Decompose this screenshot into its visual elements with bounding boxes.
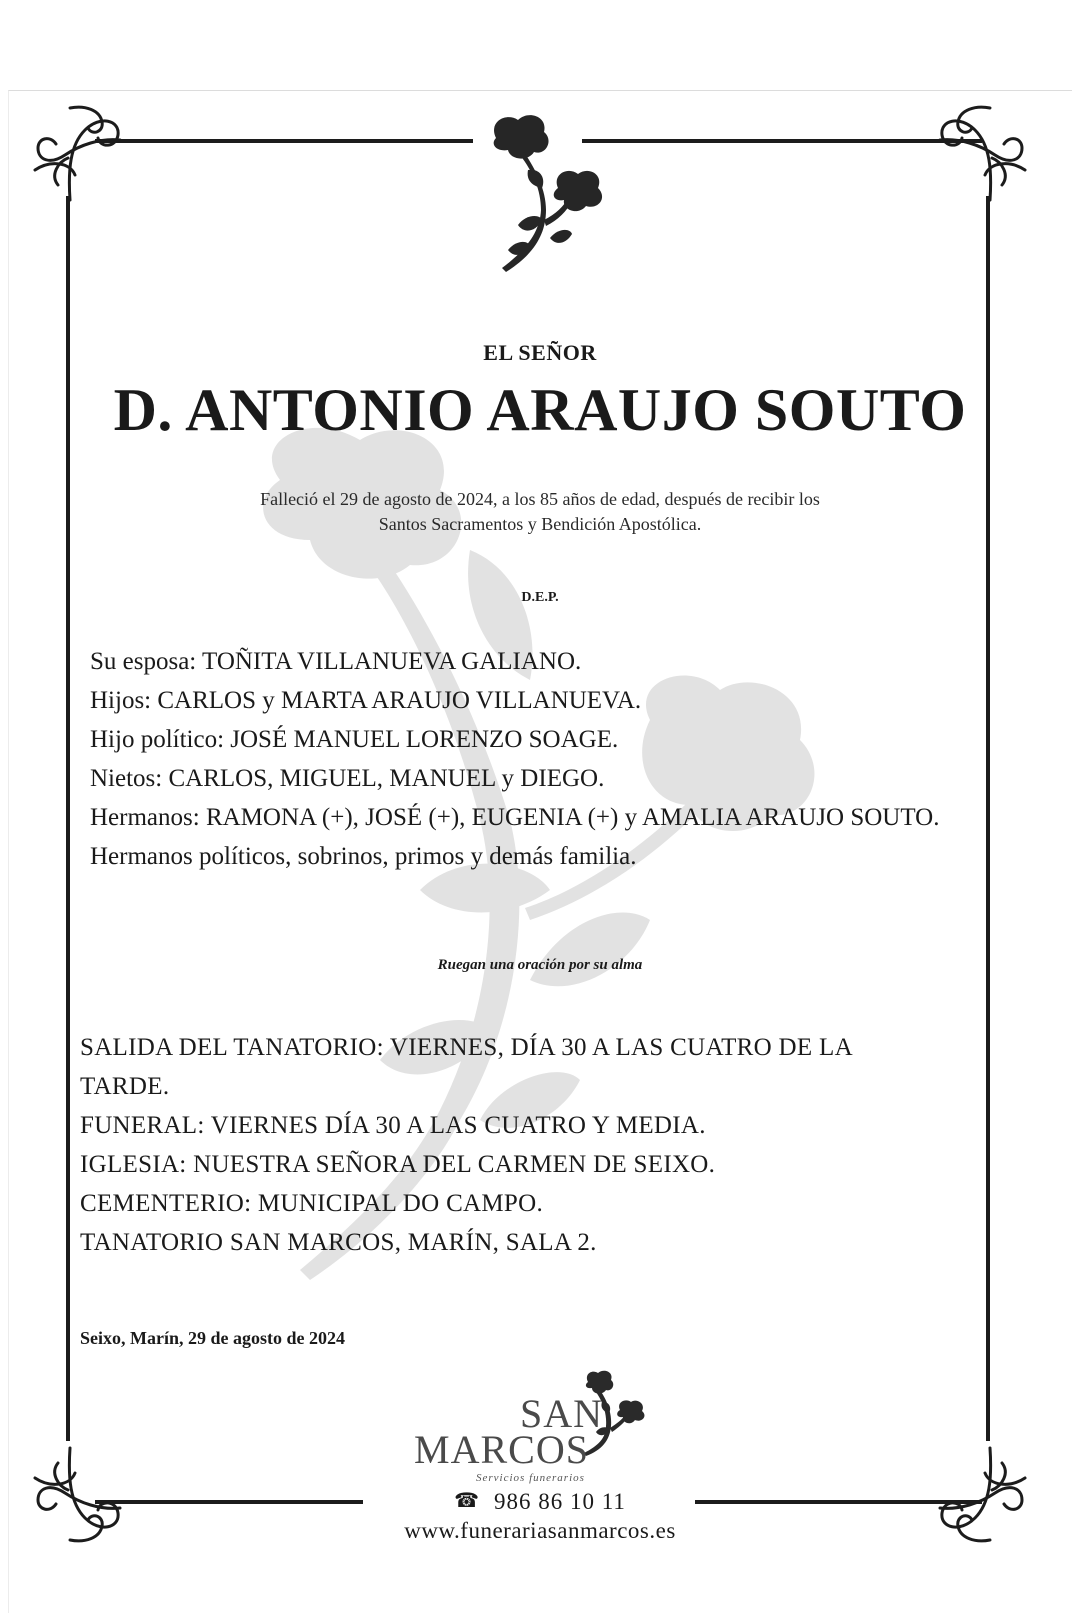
detail-line: CEMENTERIO: MUNICIPAL DO CAMPO. (80, 1190, 544, 1217)
logo-tagline: Servicios funerarios (476, 1472, 585, 1484)
intro-line-1: Falleció el 29 de agosto de 2024, a los 85 años de edad, después de recibir los (260, 489, 820, 509)
logo-text-line-2: MARCOS (414, 1427, 589, 1472)
logo-text-line-1: SAN (520, 1391, 604, 1436)
phone-row (0, 1488, 1080, 1515)
detail-line: FUNERAL: VIERNES DÍA 30 A LAS CUATRO Y MEDIA. (80, 1112, 706, 1139)
phone-number[interactable]: 986 86 10 11 (494, 1489, 626, 1514)
intro-line-2: Santos Sacramentos y Bendición Apostólica. (378, 514, 702, 534)
prayer-text: Ruegan una oración por su alma (437, 957, 643, 973)
family-line: Hermanos: RAMONA (+), JOSÉ (+), EUGENIA (+) y AMALIA ARAUJO SOUTO. (90, 804, 940, 831)
dep-label: D.E.P. (521, 590, 559, 605)
family-line: Hijo político: JOSÉ MANUEL LORENZO SOAGE. (90, 726, 619, 753)
intro-text (0, 487, 1080, 537)
website-link[interactable]: www.funerariasanmarcos.es (404, 1518, 676, 1543)
phone-icon: ☎ (454, 1490, 480, 1512)
family-line: Hijos: CARLOS y MARTA ARAUJO VILLANUEVA. (90, 687, 642, 714)
detail-line: TANATORIO SAN MARCOS, MARÍN, SALA 2. (80, 1229, 597, 1256)
corner-ornament-icon (30, 100, 130, 210)
frame-top-right-line (582, 139, 982, 143)
detail-line: SALIDA DEL TANATORIO: VIERNES, DÍA 30 A LAS CUATRO DE LA TARDE. (80, 1034, 852, 1100)
family-list (90, 642, 970, 876)
family-line: Hermanos políticos, sobrinos, primos y demás familia. (90, 843, 637, 870)
family-line: Nietos: CARLOS, MIGUEL, MANUEL y DIEGO. (90, 765, 605, 792)
funeral-home-logo (400, 1368, 660, 1488)
service-details (80, 1028, 930, 1262)
title-label: EL SEÑOR (483, 340, 597, 365)
family-line: Su esposa: TOÑITA VILLANUEVA GALIANO. (90, 648, 582, 675)
deceased-name: D. ANTONIO ARAUJO SOUTO (113, 377, 967, 443)
flower-icon (488, 110, 618, 280)
detail-line: IGLESIA: NUESTRA SEÑORA DEL CARMEN DE SEIXO. (80, 1151, 716, 1178)
place-date: Seixo, Marín, 29 de agosto de 2024 (80, 1328, 345, 1348)
frame-top-left-line (95, 139, 473, 143)
corner-ornament-icon (930, 100, 1030, 210)
